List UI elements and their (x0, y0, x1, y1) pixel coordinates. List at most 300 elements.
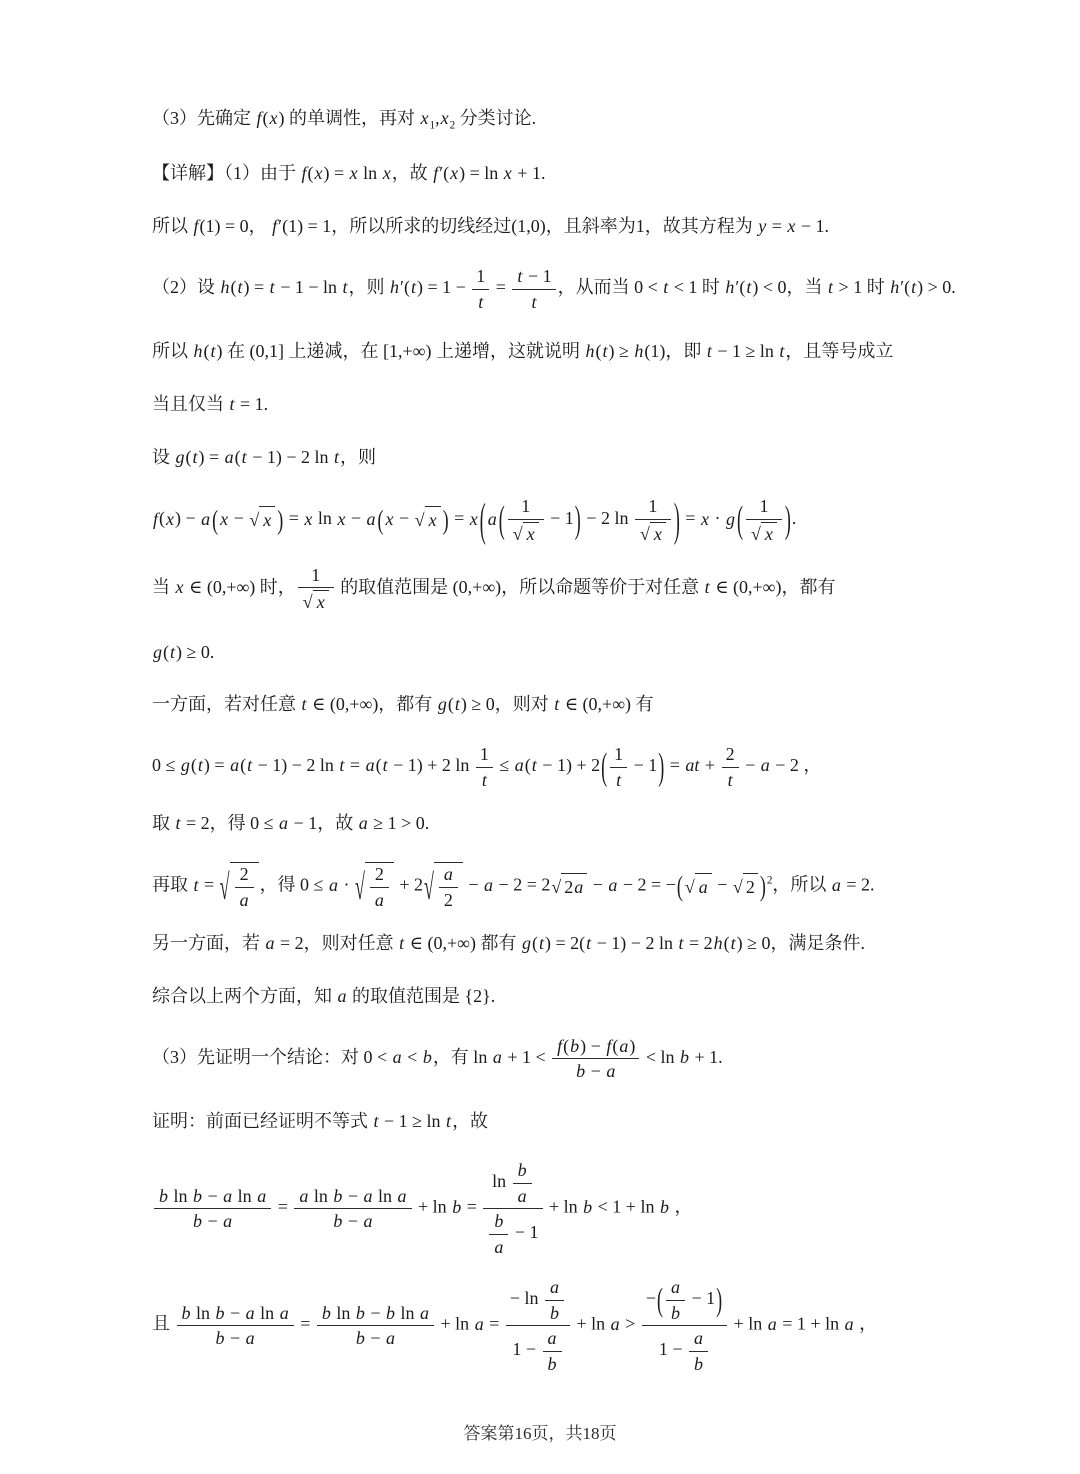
fraction (370, 863, 389, 911)
range-equivalence (152, 564, 1050, 614)
proof-start (152, 1107, 1050, 1136)
text-run: + ln (544, 1197, 583, 1218)
numerator (476, 743, 493, 767)
fraction (154, 1185, 271, 1233)
fraction (177, 1302, 294, 1350)
math-var: x (220, 508, 229, 529)
method-hint-3 (152, 104, 1050, 135)
math-var: a (606, 1061, 616, 1082)
math-var: b (576, 1061, 586, 1082)
math-var: b (670, 1302, 680, 1323)
numerator (370, 863, 389, 887)
math-var: t (706, 341, 712, 362)
math-var: a (223, 1185, 233, 1206)
text-run: + ln (436, 1314, 474, 1335)
radical (751, 522, 777, 546)
text-run: ( (612, 1035, 619, 1056)
define-g (152, 443, 1050, 472)
radical-sign-icon: √ (551, 876, 562, 897)
numerator (298, 564, 334, 588)
numerator (512, 265, 555, 289)
text-run: ，故 (391, 163, 433, 184)
g-nonnegative (152, 638, 1050, 667)
text-run: 2 (374, 864, 384, 885)
text-run: ( (163, 641, 169, 662)
text-run: = (665, 755, 685, 776)
text-run: ( (375, 755, 382, 776)
text-run: 【详解】（1）由于 (152, 163, 301, 184)
math-var: t (301, 694, 307, 715)
math-var: a (245, 1328, 255, 1349)
text-run: 的单调性，再对 (284, 108, 420, 128)
denominator (476, 767, 493, 792)
text-run: ln (396, 1302, 420, 1323)
left-paren-icon: ( (656, 1282, 663, 1319)
math-var: b (494, 1211, 504, 1232)
radicand (259, 506, 275, 534)
numerator (235, 863, 254, 887)
math-var: b (659, 1197, 669, 1218)
fraction (317, 1302, 434, 1350)
radical-sign-icon: √ (414, 510, 425, 531)
fraction (513, 1159, 532, 1207)
text-run: 且 (152, 1314, 175, 1335)
text-run: ln (309, 1185, 333, 1206)
radical-sign-icon: √ (751, 523, 761, 544)
math-var: x (314, 163, 323, 184)
denominator (543, 1351, 562, 1376)
text-run: ′( (735, 277, 746, 298)
text-run: + (700, 755, 720, 776)
text-run: ∈ (0,+∞)，都有 (710, 576, 836, 597)
text-run: 2 (564, 876, 574, 897)
denominator (177, 1325, 294, 1350)
math-var: t (210, 341, 216, 362)
numerator (746, 495, 782, 519)
text-run: ，从而当 0 < (557, 277, 663, 298)
text-run: − 1 (545, 508, 574, 529)
text-run: ) = (323, 163, 349, 184)
radical (551, 873, 587, 901)
math-var: at (685, 755, 700, 776)
radical (303, 590, 329, 614)
math-var: b (181, 1302, 191, 1323)
text-run: ( (159, 508, 166, 529)
text-run: = 2. (841, 874, 875, 895)
math-var: a (230, 755, 240, 776)
text-run: 2 (745, 876, 755, 897)
math-var: t (339, 755, 345, 776)
text-run: − (365, 1328, 386, 1349)
math-var: t (247, 755, 253, 776)
text-run: − (588, 874, 608, 895)
text-run: ) ≥ 0，则对 (460, 694, 554, 715)
part2-setup (152, 265, 1050, 313)
radical (220, 862, 259, 911)
text-run: 的取值范围是 (0,+∞)，所以命题等价于对任意 (335, 576, 704, 597)
math-var: b (215, 1302, 225, 1323)
math-var: t (192, 446, 198, 467)
right-paren-icon: ) (716, 1282, 723, 1319)
fraction (552, 1035, 639, 1083)
math-var: f (433, 163, 439, 184)
math-var: g (521, 933, 531, 954)
text-run: ln (492, 1171, 511, 1192)
math-var: a (698, 876, 708, 897)
math-var: t (478, 291, 484, 312)
text-run: = (345, 755, 365, 776)
text-run: ，且等号成立 (785, 341, 894, 362)
fraction (298, 564, 334, 614)
upper-bound-chain (152, 1159, 1050, 1258)
math-var: h (220, 277, 230, 298)
text-run: （3）先证明一个结论：对 0 < (152, 1046, 392, 1067)
left-paren-icon: ( (479, 493, 486, 546)
text-run: ， (854, 1314, 878, 1335)
text-run: ( (230, 277, 237, 298)
text-run: = 2 (684, 933, 713, 954)
text-run: + 1. (689, 1046, 723, 1067)
math-var: b (570, 1035, 580, 1056)
fraction (476, 743, 493, 791)
math-var: a (694, 1328, 704, 1349)
math-var: x (385, 508, 394, 529)
math-var: t (586, 933, 592, 954)
text-run: = 1. (235, 393, 269, 414)
text-run: (1) = 0， (199, 216, 272, 237)
text-run: ( (307, 163, 314, 184)
math-var: x (337, 508, 346, 529)
fraction (512, 265, 555, 313)
left-paren-icon: ( (377, 504, 384, 535)
math-var: h (193, 341, 203, 362)
denominator (298, 587, 334, 614)
radicand (761, 522, 777, 546)
math-var: t (779, 341, 785, 362)
radical (733, 873, 758, 901)
text-run: = (295, 1314, 315, 1335)
math-var: a (358, 813, 368, 834)
radicand (313, 590, 329, 614)
denominator (512, 289, 555, 314)
text-run: − (346, 508, 366, 529)
math-var: h (585, 341, 595, 362)
text-run: ) ≥ 0. (176, 641, 215, 662)
text-run: 1 (476, 266, 486, 287)
text-run: ) < 0，当 (752, 277, 828, 298)
text-run: ≤ (494, 755, 514, 776)
text-run: 1 (759, 496, 769, 517)
text-run: ln (313, 508, 337, 529)
radical (249, 506, 275, 534)
denominator (635, 519, 671, 546)
math-var: y (758, 216, 767, 237)
text-run: ，则 (340, 446, 377, 467)
math-var: a (831, 874, 841, 895)
radicand (523, 522, 539, 546)
radical (685, 873, 712, 901)
math-var: f (272, 216, 278, 237)
equality-condition (152, 390, 1050, 419)
math-var: a (420, 1302, 430, 1323)
fraction (722, 743, 739, 791)
math-var: x (653, 524, 662, 545)
take-t-equals-2 (152, 809, 1050, 838)
math-var: a (245, 1302, 255, 1323)
left-paren-icon: ( (737, 498, 743, 541)
right-paren-icon: ) (277, 504, 284, 535)
text-run: 2 (443, 889, 453, 910)
text-run: < 1 + ln (593, 1197, 659, 1218)
math-var: x (450, 163, 459, 184)
math-var: t (454, 694, 460, 715)
text-run: − (586, 1061, 606, 1082)
text-run: ) = ln (459, 163, 503, 184)
math-var: a (365, 755, 375, 776)
math-var: t (197, 755, 203, 776)
text-run: ) = 2( (544, 933, 586, 954)
text-run: ( (531, 933, 538, 954)
math-var: t (663, 277, 669, 298)
text-run: 证明：前面已经证明不等式 (152, 1110, 373, 1131)
text-run: ) − (580, 1035, 606, 1056)
text-run: · (338, 874, 354, 895)
text-run: 1 − (512, 1339, 541, 1360)
math-var: a (517, 1185, 527, 1206)
math-var: a (767, 1314, 777, 1335)
radical-sign-icon: √ (639, 523, 650, 544)
text-run: ，有 ln (432, 1046, 492, 1067)
math-var: a (608, 874, 618, 895)
text-run: − 1) − 2 ln (592, 933, 678, 954)
text-run: − (463, 874, 484, 895)
math-var: a (487, 508, 497, 529)
math-var: x (304, 508, 313, 529)
text-run: ， (669, 1197, 693, 1218)
math-var: a (279, 1302, 289, 1323)
numerator (689, 1327, 708, 1351)
math-var: x (349, 163, 358, 184)
math-var: x (787, 216, 796, 237)
text-run: 当 (152, 576, 175, 597)
fraction (483, 1159, 542, 1258)
math-var: t (446, 1110, 452, 1131)
left-paren-icon: ( (601, 745, 608, 788)
math-var: x (420, 108, 429, 128)
radicand (650, 522, 666, 546)
right-paren-icon: ) (759, 869, 766, 902)
text-run: − (203, 1211, 223, 1232)
numerator (154, 1185, 271, 1209)
factorization-identity (152, 495, 1050, 545)
numerator (483, 1159, 542, 1208)
math-var: x (764, 524, 773, 545)
denominator (506, 1325, 570, 1375)
radical (424, 862, 463, 911)
fraction (506, 1276, 570, 1375)
fraction (294, 1185, 411, 1233)
text-run: 1 − (658, 1339, 688, 1360)
right-paren-icon: ) (442, 504, 449, 535)
math-var: f (256, 108, 262, 128)
math-var: x (263, 510, 272, 531)
text-run: = 1 + ln (777, 1314, 844, 1335)
math-var: t (229, 393, 235, 414)
radical-sign-icon: √ (249, 510, 260, 531)
text-run: 2 (725, 744, 735, 765)
text-run: ( (190, 755, 197, 776)
text-run: ，故 (452, 1110, 489, 1131)
math-var: a (392, 1046, 402, 1067)
forward-direction (152, 690, 1050, 719)
text-run: ，所以 (772, 874, 831, 895)
radical-sign-icon: √ (512, 523, 523, 544)
radical (355, 862, 394, 911)
text-run: − 2 = − (618, 874, 676, 895)
fraction (545, 1276, 564, 1324)
text-run: ) = (243, 277, 269, 298)
math-var: t (241, 446, 247, 467)
math-var: t (531, 291, 537, 312)
text-run: + ln (729, 1314, 767, 1335)
text-run: − 2 = 2 (494, 874, 551, 895)
math-var: b (694, 1353, 704, 1374)
text-run: ) = (203, 755, 230, 776)
text-run: = (273, 1197, 293, 1218)
text-run: 所以 (152, 341, 193, 362)
text-run: 分类讨论. (455, 108, 537, 128)
math-var: b (193, 1185, 203, 1206)
right-paren-icon: ) (574, 498, 581, 541)
math-var: a (257, 1185, 267, 1206)
lower-bound-chain (152, 1276, 1050, 1375)
text-run: ) = 1 − (416, 277, 471, 298)
text-run: 再取 (152, 874, 193, 895)
text-run: (1)，即 (644, 341, 706, 362)
text-run: 2 (239, 864, 249, 885)
text-run: ( (447, 694, 454, 715)
math-var: t (828, 277, 834, 298)
math-var: t (342, 277, 348, 298)
left-paren-icon: ( (498, 498, 505, 541)
radicand (230, 862, 259, 911)
subscript: 2 (449, 119, 456, 132)
text-run: < (402, 1046, 422, 1067)
text-run: − 1) − 2 ln (253, 755, 339, 776)
text-run: ) 在 (0,1] 上递减，在 [1,+∞) 上递增，这就说明 (216, 341, 585, 362)
fraction (439, 863, 458, 911)
radical-sign-icon: √ (219, 866, 230, 907)
text-run: = 2，得 0 ≤ (181, 813, 279, 834)
text-run: ∈ (0,+∞) 都有 (405, 933, 521, 954)
denominator (689, 1351, 708, 1376)
text-run: + 1 < (502, 1046, 551, 1067)
tangent-line (152, 212, 1050, 241)
numerator (635, 495, 671, 519)
take-t-sqrt (152, 862, 1050, 911)
radical-sign-icon: √ (732, 876, 743, 897)
math-var: a (494, 1236, 504, 1257)
denominator (666, 1300, 685, 1325)
text-run: ( (185, 446, 192, 467)
math-var: b (550, 1302, 559, 1323)
radicand (743, 873, 758, 901)
denominator (746, 519, 782, 546)
math-var: t (730, 933, 736, 954)
radical (640, 522, 666, 546)
math-var: t (554, 694, 560, 715)
text-run: 设 (152, 446, 175, 467)
math-var: a (239, 889, 249, 910)
text-run: 1 (479, 744, 489, 765)
monotonicity (152, 337, 1050, 366)
radicand (695, 873, 712, 901)
denominator (483, 1208, 542, 1258)
text-run: − 2 ln (581, 508, 633, 529)
math-var: x (440, 108, 449, 128)
math-var: a (484, 874, 494, 895)
denominator (552, 1058, 639, 1083)
math-var: t (531, 755, 537, 776)
math-var: f (557, 1035, 563, 1056)
text-run: ( (203, 341, 210, 362)
text-run: ′( (400, 277, 410, 298)
superscript: 2 (766, 874, 773, 887)
numerator (506, 1276, 570, 1325)
numerator (545, 1276, 564, 1300)
text-run: − 1 − ln (275, 277, 342, 298)
math-var: b (452, 1197, 462, 1218)
numerator (177, 1302, 294, 1326)
denominator (154, 1208, 271, 1233)
text-run: − (203, 1185, 223, 1206)
text-run: ( (595, 341, 602, 362)
math-var: a (299, 1185, 309, 1206)
conclusion-a-range (152, 982, 1050, 1011)
numerator (543, 1327, 562, 1351)
text-run: ln (255, 1302, 279, 1323)
inequality-chain (152, 743, 1050, 791)
text-run: = (462, 1197, 482, 1218)
radical-sign-icon: √ (354, 866, 365, 907)
text-run: − 1. (796, 216, 830, 237)
denominator (610, 767, 627, 792)
denominator (513, 1183, 532, 1208)
fraction (666, 1276, 685, 1324)
text-run: ，则 (348, 277, 390, 298)
radicand (425, 506, 441, 534)
text-run: − 1) + 2 ln (388, 755, 474, 776)
math-var: g (437, 694, 447, 715)
math-var: a (619, 1035, 629, 1056)
text-run: + 2 (394, 874, 423, 895)
text-run: ln (331, 1302, 355, 1323)
text-run: − 1 ≥ ln (379, 1110, 446, 1131)
math-var: b (422, 1046, 432, 1067)
math-var: t (334, 446, 340, 467)
math-var: x (701, 508, 709, 529)
text-run: ≥ 1 > 0. (368, 813, 430, 834)
document-body (152, 104, 1050, 1393)
math-var: t (616, 769, 622, 790)
math-var: t (704, 576, 710, 597)
fraction (746, 495, 782, 545)
math-var: h (713, 933, 723, 954)
left-paren-icon: ( (676, 869, 683, 902)
text-run: = (491, 277, 511, 298)
text-run: 取 (152, 813, 175, 834)
math-var: t (170, 641, 176, 662)
